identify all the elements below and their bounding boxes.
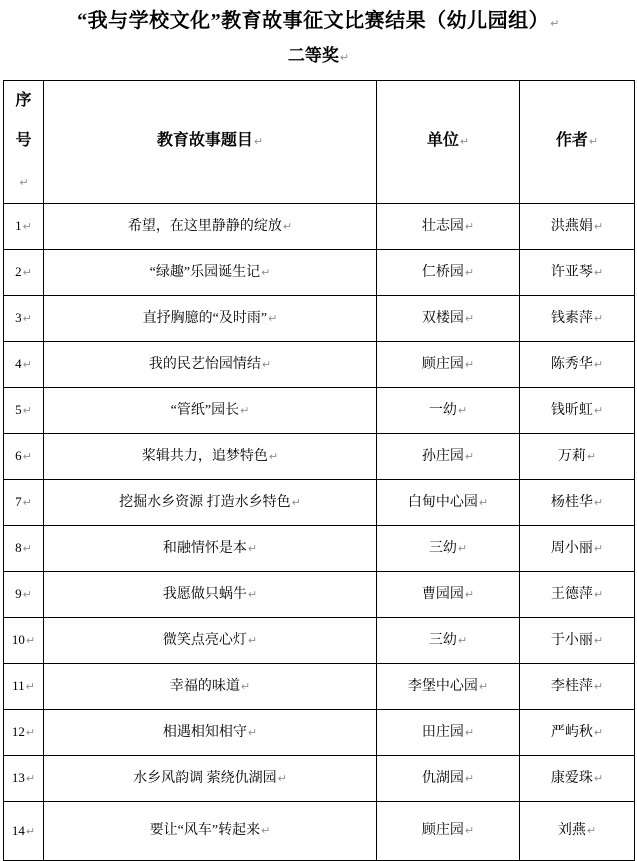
row-number-cell-text: 2: [15, 264, 22, 280]
unit-cell-text: 顾庄园: [421, 356, 464, 372]
unit-cell: [377, 525, 520, 571]
table-body: [4, 203, 635, 860]
table-row: [4, 479, 635, 525]
unit-cell: [377, 295, 520, 341]
paragraph-mark-icon: ↵: [457, 403, 468, 417]
row-number-cell: [4, 709, 44, 755]
row-number-cell-text: 12: [11, 724, 25, 740]
paragraph-mark-icon: ↵: [464, 587, 475, 601]
story-title-cell: [44, 755, 377, 801]
paragraph-mark-icon: ↵: [586, 449, 597, 463]
paragraph-mark-icon: ↵: [339, 51, 350, 64]
header-label: 单位: [426, 132, 459, 150]
story-title-cell: [44, 525, 377, 571]
row-number-cell: [4, 571, 44, 617]
paragraph-mark-icon: ↵: [593, 265, 604, 279]
unit-cell-text: 一幼: [428, 402, 457, 418]
row-number-cell-text: 4: [15, 356, 22, 372]
unit-cell: [377, 617, 520, 663]
author-cell: [520, 525, 635, 571]
row-number-cell: [4, 249, 44, 295]
unit-cell-text: 曹园园: [421, 586, 464, 602]
header-cell-story-title: [44, 80, 377, 203]
row-number-cell-text: 6: [15, 448, 22, 464]
table-row: [4, 341, 635, 387]
unit-cell: [377, 203, 520, 249]
prize-level-heading: [0, 46, 637, 66]
author-cell: [520, 663, 635, 709]
unit-cell: [377, 341, 520, 387]
author-cell: [520, 341, 635, 387]
header-label: 作者: [555, 132, 588, 150]
author-cell: [520, 295, 635, 341]
header-cell-author: [520, 80, 635, 203]
paragraph-mark-icon: ↵: [464, 725, 475, 739]
row-number-cell-text: 13: [11, 770, 25, 786]
author-cell-text: 于小丽: [550, 632, 593, 648]
document-title: [0, 10, 637, 33]
paragraph-mark-icon: ↵: [593, 357, 604, 371]
unit-cell: [377, 433, 520, 479]
paragraph-mark-icon: ↵: [593, 311, 604, 325]
author-cell: [520, 801, 635, 860]
row-number-cell-text: 9: [15, 586, 22, 602]
unit-cell-text: 顾庄园: [421, 823, 464, 839]
story-title-cell-text: 水乡风韵调 萦绕仇湖园: [133, 770, 277, 786]
unit-cell-text: 孙庄园: [421, 448, 464, 464]
table-row: [4, 755, 635, 801]
paragraph-mark-icon: ↵: [22, 312, 32, 326]
row-number-cell: [4, 663, 44, 709]
paragraph-mark-icon: ↵: [593, 587, 604, 601]
header-label: 序号: [15, 91, 32, 150]
author-cell-text: 康爱珠: [550, 770, 593, 786]
paragraph-mark-icon: ↵: [247, 541, 258, 555]
paragraph-mark-icon: ↵: [291, 495, 301, 509]
unit-cell-text: 壮志园: [421, 218, 464, 234]
row-number-cell: [4, 387, 44, 433]
story-title-cell: [44, 249, 377, 295]
paragraph-mark-icon: ↵: [593, 495, 604, 509]
row-number-cell: [4, 295, 44, 341]
paragraph-mark-icon: ↵: [261, 357, 272, 371]
author-cell: [520, 249, 635, 295]
table-row: [4, 663, 635, 709]
paragraph-mark-icon: ↵: [593, 633, 604, 647]
paragraph-mark-icon: ↵: [22, 542, 32, 556]
story-title-cell: [44, 709, 377, 755]
story-title-cell-text: 直抒胸臆的“及时雨”: [142, 310, 268, 326]
row-number-cell: [4, 203, 44, 249]
author-cell-text: 钱昕虹: [550, 402, 593, 418]
author-cell-text: 钱素萍: [550, 310, 593, 326]
unit-cell-text: 田庄园: [421, 724, 464, 740]
table-row: [4, 571, 635, 617]
paragraph-mark-icon: ↵: [247, 587, 258, 601]
unit-cell: [377, 571, 520, 617]
unit-cell: [377, 801, 520, 860]
author-cell-text: 李桂萍: [550, 678, 593, 694]
story-title-cell-text: 我的民艺怡园情结: [148, 356, 261, 372]
story-title-cell-text: 幸福的味道: [169, 678, 240, 694]
unit-cell: [377, 387, 520, 433]
paragraph-mark-icon: ↵: [464, 449, 475, 463]
author-cell-text: 许亚琴: [550, 264, 593, 280]
paragraph-mark-icon: ↵: [478, 679, 489, 693]
author-cell: [520, 433, 635, 479]
paragraph-mark-icon: ↵: [593, 403, 604, 417]
paragraph-mark-icon: ↵: [464, 771, 475, 785]
header-label: 教育故事题目: [156, 132, 253, 150]
author-cell: [520, 571, 635, 617]
paragraph-mark-icon: ↵: [22, 588, 32, 602]
story-title-cell-text: 要让“风车”转起来: [149, 823, 261, 839]
paragraph-mark-icon: ↵: [550, 17, 560, 30]
story-title-cell-text: 希望，在这里静静的绽放: [127, 218, 282, 234]
paragraph-mark-icon: ↵: [25, 726, 36, 740]
paragraph-mark-icon: ↵: [268, 449, 279, 463]
row-number-cell-text: 1: [15, 218, 22, 234]
story-title-cell-text: 微笑点亮心灯: [162, 632, 247, 648]
row-number-cell: [4, 801, 44, 860]
table-row: [4, 433, 635, 479]
table-row: [4, 249, 635, 295]
table-row: [4, 709, 635, 755]
row-number-cell-text: 7: [15, 494, 22, 510]
story-title-cell-text: 相遇相知相守: [162, 724, 247, 740]
row-number-cell-text: 11: [12, 678, 25, 694]
unit-cell: [377, 755, 520, 801]
paragraph-mark-icon: ↵: [464, 219, 475, 233]
row-number-cell: [4, 617, 44, 663]
word-document-page: [0, 10, 637, 839]
paragraph-mark-icon: ↵: [268, 311, 278, 325]
story-title-cell: [44, 663, 377, 709]
unit-cell-text: 三幼: [428, 540, 457, 556]
unit-cell: [377, 249, 520, 295]
story-title-cell: [44, 801, 377, 860]
header-cell-unit: [377, 80, 520, 203]
unit-cell-text: 白甸中心园: [407, 494, 478, 510]
story-title-cell-text: 我愿做只蜗牛: [162, 586, 247, 602]
story-title-cell: [44, 341, 377, 387]
paragraph-mark-icon: ↵: [247, 633, 258, 647]
unit-cell: [377, 709, 520, 755]
paragraph-mark-icon: ↵: [247, 725, 258, 739]
table-header-row: [4, 80, 635, 203]
story-title-cell: [44, 571, 377, 617]
paragraph-mark-icon: ↵: [253, 135, 264, 149]
unit-cell: [377, 663, 520, 709]
row-number-cell-text: 14: [11, 822, 25, 838]
paragraph-mark-icon: ↵: [593, 725, 604, 739]
paragraph-mark-icon: ↵: [588, 135, 599, 149]
table-row: [4, 203, 635, 249]
prize-level-text: 二等奖: [287, 46, 339, 65]
story-title-cell-text: 桨辑共力，追梦特色: [141, 448, 268, 464]
row-number-cell-text: 8: [15, 540, 22, 556]
author-cell: [520, 387, 635, 433]
unit-cell-text: 仁桥园: [421, 264, 464, 280]
paragraph-mark-icon: ↵: [593, 679, 604, 693]
table-row: [4, 617, 635, 663]
author-cell-text: 周小丽: [550, 540, 593, 556]
unit-cell: [377, 479, 520, 525]
story-title-cell: [44, 617, 377, 663]
row-number-cell: [4, 525, 44, 571]
author-cell: [520, 709, 635, 755]
table-row: [4, 295, 635, 341]
author-cell-text: 陈秀华: [550, 356, 593, 372]
author-cell: [520, 617, 635, 663]
paragraph-mark-icon: ↵: [593, 541, 604, 555]
row-number-cell-text: 10: [11, 632, 25, 648]
paragraph-mark-icon: ↵: [22, 266, 32, 280]
author-cell: [520, 755, 635, 801]
paragraph-mark-icon: ↵: [261, 265, 271, 279]
story-title-cell-text: “管纸”园长: [170, 402, 240, 418]
story-title-cell: [44, 387, 377, 433]
paragraph-mark-icon: ↵: [464, 311, 475, 325]
paragraph-mark-icon: ↵: [464, 824, 475, 838]
row-number-cell: [4, 479, 44, 525]
table-row: [4, 801, 635, 860]
author-cell: [520, 203, 635, 249]
paragraph-mark-icon: ↵: [22, 220, 32, 234]
story-title-cell: [44, 203, 377, 249]
paragraph-mark-icon: ↵: [459, 135, 470, 149]
paragraph-mark-icon: ↵: [22, 358, 32, 372]
row-number-cell-text: 3: [15, 310, 22, 326]
row-number-cell: [4, 433, 44, 479]
paragraph-mark-icon: ↵: [25, 634, 36, 648]
paragraph-mark-icon: ↵: [25, 772, 36, 786]
paragraph-mark-icon: ↵: [25, 680, 35, 694]
paragraph-mark-icon: ↵: [282, 219, 293, 233]
header-cell-number: [4, 80, 44, 203]
paragraph-mark-icon: ↵: [593, 219, 604, 233]
unit-cell-text: 李堡中心园: [407, 678, 478, 694]
paragraph-mark-icon: ↵: [240, 403, 250, 417]
story-title-cell-text: “绿趣”乐园诞生记: [149, 264, 261, 280]
results-table: [3, 80, 635, 861]
story-title-cell: [44, 295, 377, 341]
paragraph-mark-icon: ↵: [464, 265, 475, 279]
table-row: [4, 525, 635, 571]
paragraph-mark-icon: ↵: [22, 450, 32, 464]
author-cell-text: 王德萍: [550, 586, 593, 602]
story-title-cell-text: 挖掘水乡资源 打造水乡特色: [119, 494, 291, 510]
unit-cell-text: 双楼园: [421, 310, 464, 326]
paragraph-mark-icon: ↵: [478, 495, 489, 509]
table-row: [4, 387, 635, 433]
author-cell-text: 严屿秋: [550, 724, 593, 740]
row-number-cell: [4, 755, 44, 801]
author-cell-text: 万莉: [557, 448, 586, 464]
unit-cell-text: 仇湖园: [421, 770, 464, 786]
paragraph-mark-icon: ↵: [22, 496, 32, 510]
paragraph-mark-icon: ↵: [457, 541, 468, 555]
author-cell-text: 杨桂华: [550, 494, 593, 510]
document-title-text: “我与学校文化”教育故事征文比赛结果（幼儿园组）: [77, 10, 550, 32]
paragraph-mark-icon: ↵: [457, 633, 468, 647]
paragraph-mark-icon: ↵: [586, 824, 597, 838]
author-cell-text: 洪燕娟: [550, 218, 593, 234]
paragraph-mark-icon: ↵: [240, 679, 251, 693]
paragraph-mark-icon: ↵: [22, 404, 32, 418]
unit-cell-text: 三幼: [428, 632, 457, 648]
row-number-cell: [4, 341, 44, 387]
author-cell: [520, 479, 635, 525]
story-title-cell: [44, 433, 377, 479]
story-title-cell-text: 和融情怀是本: [162, 540, 247, 556]
story-title-cell: [44, 479, 377, 525]
paragraph-mark-icon: ↵: [277, 771, 287, 785]
paragraph-mark-icon: ↵: [25, 824, 36, 838]
author-cell-text: 刘燕: [557, 823, 586, 839]
row-number-cell-text: 5: [15, 402, 22, 418]
paragraph-mark-icon: ↵: [593, 771, 604, 785]
paragraph-mark-icon: ↵: [19, 176, 29, 190]
paragraph-mark-icon: ↵: [261, 824, 271, 838]
paragraph-mark-icon: ↵: [464, 357, 475, 371]
